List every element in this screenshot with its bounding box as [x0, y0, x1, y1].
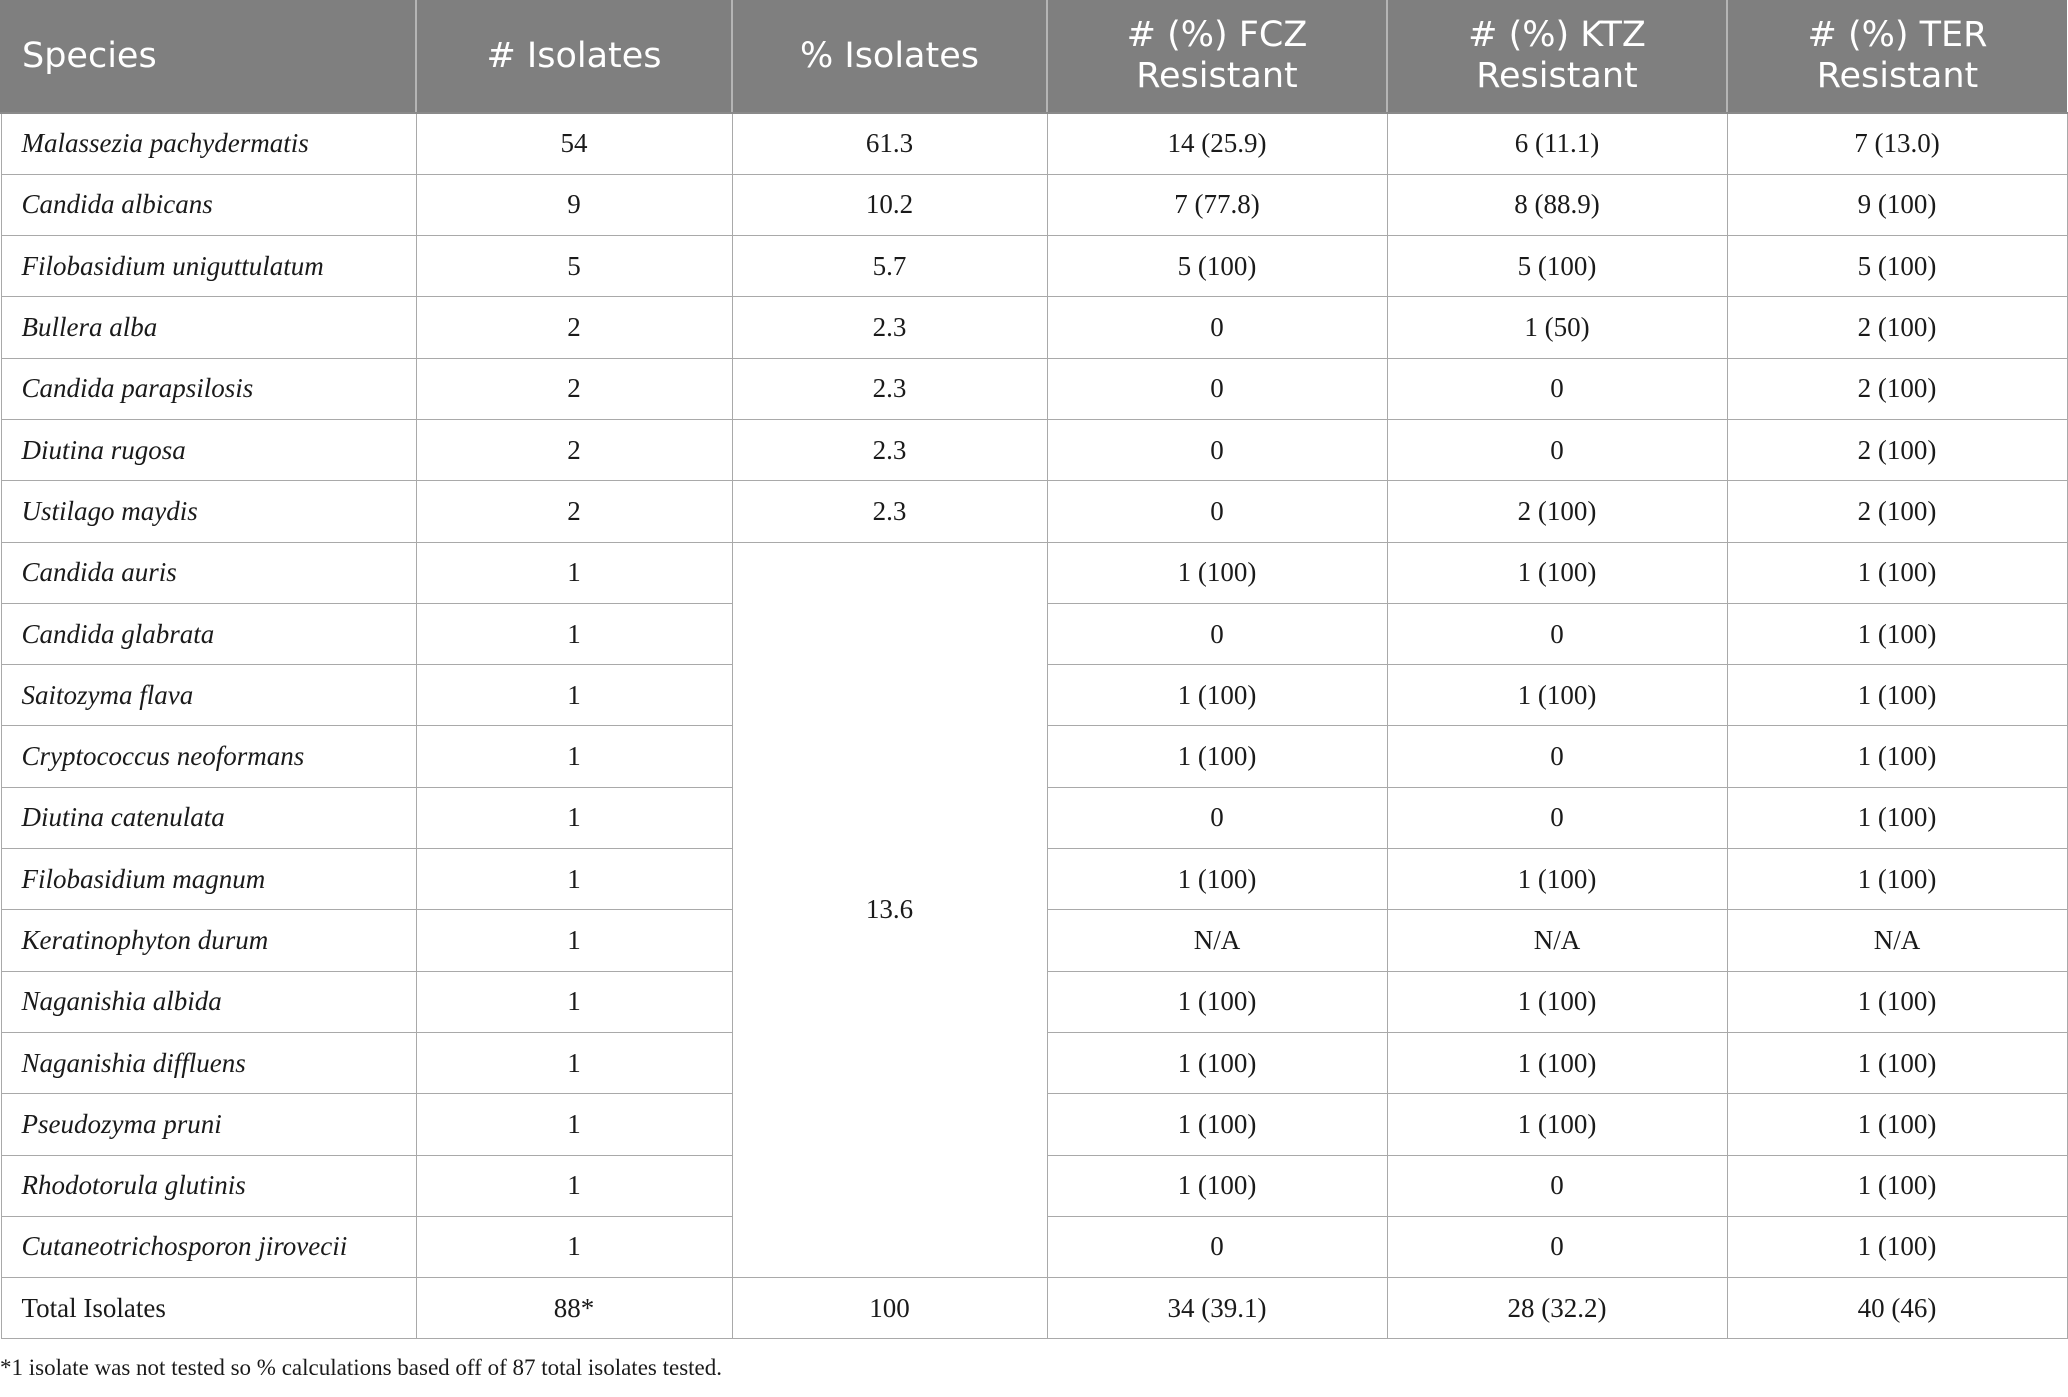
total-label-cell: Total Isolates — [1, 1278, 416, 1339]
ter-resistant-cell: 1 (100) — [1727, 726, 2067, 787]
fcz-resistant-cell: 1 (100) — [1047, 665, 1387, 726]
species-cell: Candida glabrata — [1, 603, 416, 664]
ktz-resistant-cell: N/A — [1387, 910, 1727, 971]
fcz-resistant-cell: 0 — [1047, 1216, 1387, 1277]
ter-resistant-cell: 1 (100) — [1727, 542, 2067, 603]
fcz-resistant-cell: 5 (100) — [1047, 236, 1387, 297]
fcz-resistant-cell: 1 (100) — [1047, 1155, 1387, 1216]
ter-resistant-cell: 1 (100) — [1727, 787, 2067, 848]
fcz-resistant-cell: 0 — [1047, 419, 1387, 480]
fcz-resistant-cell: N/A — [1047, 910, 1387, 971]
fcz-resistant-cell: 1 (100) — [1047, 849, 1387, 910]
fcz-resistant-cell: 0 — [1047, 787, 1387, 848]
ktz-resistant-cell: 0 — [1387, 358, 1727, 419]
ter-resistant-cell: 1 (100) — [1727, 1094, 2067, 1155]
header-isolates-count: # Isolates — [416, 0, 732, 113]
ktz-resistant-cell: 1 (100) — [1387, 1032, 1727, 1093]
isolates-count-cell: 1 — [416, 910, 732, 971]
table-header — [1, 0, 2067, 113]
table-row — [1, 481, 2067, 542]
fcz-resistant-cell: 1 (100) — [1047, 542, 1387, 603]
header-row — [1, 0, 2067, 113]
fcz-resistant-cell: 1 (100) — [1047, 726, 1387, 787]
species-cell: Keratinophyton durum — [1, 910, 416, 971]
header-ter-resistant: # (%) TER Resistant — [1727, 0, 2067, 113]
ktz-resistant-cell: 1 (100) — [1387, 971, 1727, 1032]
table-row — [1, 297, 2067, 358]
total-isolates-count-cell: 88* — [416, 1278, 732, 1339]
species-cell: Candida parapsilosis — [1, 358, 416, 419]
table-row — [1, 174, 2067, 235]
isolates-percent-cell: 2.3 — [732, 297, 1047, 358]
isolates-percent-cell: 10.2 — [732, 174, 1047, 235]
ter-resistant-cell: 2 (100) — [1727, 297, 2067, 358]
header-species: Species — [1, 0, 416, 113]
species-cell: Rhodotorula glutinis — [1, 1155, 416, 1216]
fcz-resistant-cell: 0 — [1047, 481, 1387, 542]
ktz-resistant-cell: 0 — [1387, 1216, 1727, 1277]
isolates-percent-cell: 5.7 — [732, 236, 1047, 297]
fcz-resistant-cell: 7 (77.8) — [1047, 174, 1387, 235]
fcz-resistant-cell: 1 (100) — [1047, 1032, 1387, 1093]
ktz-resistant-cell: 5 (100) — [1387, 236, 1727, 297]
ktz-resistant-cell: 0 — [1387, 787, 1727, 848]
species-cell: Filobasidium magnum — [1, 849, 416, 910]
isolates-count-cell: 1 — [416, 971, 732, 1032]
isolates-count-cell: 5 — [416, 236, 732, 297]
species-cell: Candida albicans — [1, 174, 416, 235]
isolates-count-cell: 1 — [416, 603, 732, 664]
fcz-resistant-cell: 1 (100) — [1047, 971, 1387, 1032]
isolates-percent-cell: 2.3 — [732, 358, 1047, 419]
ktz-resistant-cell: 0 — [1387, 419, 1727, 480]
species-cell: Ustilago maydis — [1, 481, 416, 542]
species-cell: Pseudozyma pruni — [1, 1094, 416, 1155]
ter-resistant-cell: 1 (100) — [1727, 665, 2067, 726]
ktz-resistant-cell: 6 (11.1) — [1387, 113, 1727, 174]
ter-resistant-cell: 1 (100) — [1727, 603, 2067, 664]
total-ter-resistant-cell: 40 (46) — [1727, 1278, 2067, 1339]
isolates-count-cell: 2 — [416, 297, 732, 358]
total-row — [1, 1278, 2067, 1339]
isolates-count-cell: 1 — [416, 849, 732, 910]
ter-resistant-cell: 7 (13.0) — [1727, 113, 2067, 174]
isolates-count-cell: 9 — [416, 174, 732, 235]
ter-resistant-cell: 1 (100) — [1727, 1032, 2067, 1093]
ktz-resistant-cell: 1 (50) — [1387, 297, 1727, 358]
ter-resistant-cell: 5 (100) — [1727, 236, 2067, 297]
isolates-count-cell: 1 — [416, 665, 732, 726]
isolates-count-cell: 1 — [416, 1032, 732, 1093]
fcz-resistant-cell: 14 (25.9) — [1047, 113, 1387, 174]
isolates-percent-cell: 2.3 — [732, 481, 1047, 542]
isolates-count-cell: 1 — [416, 542, 732, 603]
total-isolates-percent-cell: 100 — [732, 1278, 1047, 1339]
species-cell: Malassezia pachydermatis — [1, 113, 416, 174]
ter-resistant-cell: 9 (100) — [1727, 174, 2067, 235]
ter-resistant-cell: 2 (100) — [1727, 481, 2067, 542]
ter-resistant-cell: 1 (100) — [1727, 849, 2067, 910]
isolates-count-cell: 1 — [416, 1094, 732, 1155]
ter-resistant-cell: 1 (100) — [1727, 1155, 2067, 1216]
species-cell: Diutina rugosa — [1, 419, 416, 480]
isolates-count-cell: 1 — [416, 1216, 732, 1277]
ktz-resistant-cell: 1 (100) — [1387, 542, 1727, 603]
ktz-resistant-cell: 1 (100) — [1387, 1094, 1727, 1155]
ktz-resistant-cell: 2 (100) — [1387, 481, 1727, 542]
header-fcz-resistant: # (%) FCZ Resistant — [1047, 0, 1387, 113]
isolates-percent-cell: 2.3 — [732, 419, 1047, 480]
table-footnote: *1 isolate was not tested so % calculations based off of 87 total isolates tested. — [0, 1355, 722, 1380]
fcz-resistant-cell: 0 — [1047, 358, 1387, 419]
isolates-count-cell: 2 — [416, 358, 732, 419]
fcz-resistant-cell: 0 — [1047, 603, 1387, 664]
isolates-percent-cell: 61.3 — [732, 113, 1047, 174]
ter-resistant-cell: 1 (100) — [1727, 971, 2067, 1032]
ter-resistant-cell: N/A — [1727, 910, 2067, 971]
species-cell: Bullera alba — [1, 297, 416, 358]
fcz-resistant-cell: 1 (100) — [1047, 1094, 1387, 1155]
ktz-resistant-cell: 0 — [1387, 1155, 1727, 1216]
table-row — [1, 236, 2067, 297]
isolates-count-cell: 1 — [416, 1155, 732, 1216]
isolates-count-cell: 1 — [416, 787, 732, 848]
species-cell: Saitozyma flava — [1, 665, 416, 726]
ktz-resistant-cell: 1 (100) — [1387, 665, 1727, 726]
ter-resistant-cell: 2 (100) — [1727, 358, 2067, 419]
species-cell: Cryptococcus neoformans — [1, 726, 416, 787]
total-fcz-resistant-cell: 34 (39.1) — [1047, 1278, 1387, 1339]
ktz-resistant-cell: 8 (88.9) — [1387, 174, 1727, 235]
species-cell: Filobasidium uniguttulatum — [1, 236, 416, 297]
species-cell: Candida auris — [1, 542, 416, 603]
species-cell: Diutina catenulata — [1, 787, 416, 848]
header-ktz-resistant: # (%) KTZ Resistant — [1387, 0, 1727, 113]
ter-resistant-cell: 2 (100) — [1727, 419, 2067, 480]
ktz-resistant-cell: 1 (100) — [1387, 849, 1727, 910]
isolates-count-cell: 2 — [416, 481, 732, 542]
ktz-resistant-cell: 0 — [1387, 726, 1727, 787]
isolates-count-cell: 1 — [416, 726, 732, 787]
table-body — [1, 113, 2067, 1339]
table-row — [1, 419, 2067, 480]
species-cell: Naganishia albida — [1, 971, 416, 1032]
isolates-count-cell: 54 — [416, 113, 732, 174]
species-cell: Naganishia diffluens — [1, 1032, 416, 1093]
fcz-resistant-cell: 0 — [1047, 297, 1387, 358]
table-row — [1, 542, 2067, 603]
table-row — [1, 358, 2067, 419]
total-ktz-resistant-cell: 28 (32.2) — [1387, 1278, 1727, 1339]
ktz-resistant-cell: 0 — [1387, 603, 1727, 664]
table-row — [1, 113, 2067, 174]
isolates-count-cell: 2 — [416, 419, 732, 480]
isolates-percent-merged-cell: 13.6 — [732, 542, 1047, 1278]
header-isolates-percent: % Isolates — [732, 0, 1047, 113]
ter-resistant-cell: 1 (100) — [1727, 1216, 2067, 1277]
species-cell: Cutaneotrichosporon jirovecii — [1, 1216, 416, 1277]
